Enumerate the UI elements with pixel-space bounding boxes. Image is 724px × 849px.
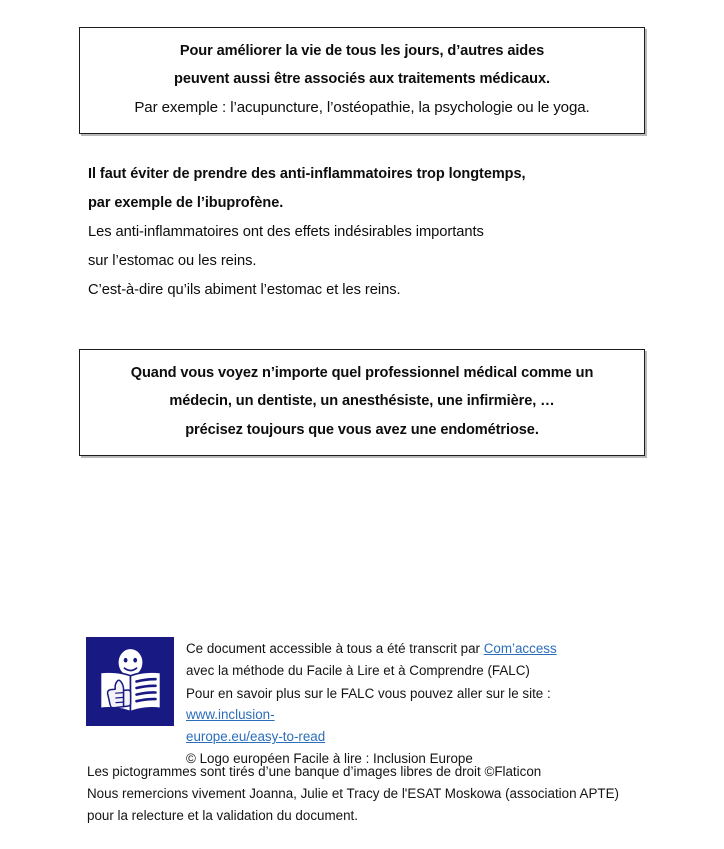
callout-aides-line-3: Par exemple : l’acupuncture, l’ostéopathie, la psychologie ou le yoga. (134, 98, 590, 116)
falc-credit-line-4 (186, 726, 634, 748)
anti-inflammatoires-line-4: sur l’estomac ou les reins. (88, 253, 257, 269)
easy-to-read-logo-icon (86, 637, 174, 726)
callout-aides-line-1: Pour améliorer la vie de tous les jours, d’autres aides (179, 43, 545, 59)
callout-professionnel-line-3: précisez toujours que vous avez une endométriose. (185, 421, 539, 438)
inclusion-europe-link-part-1[interactable]: www.inclusion- (186, 707, 275, 723)
anti-inflammatoires-line-3: Les anti-inflammatoires ont des effets indésirables importants (88, 224, 484, 240)
paragraph-anti-inflammatoires (88, 160, 648, 305)
falc-credit-text (186, 637, 634, 769)
inclusion-europe-link-part-2[interactable]: europe.eu/easy-to-read (186, 729, 326, 744)
credits-line-1: Les pictogrammes sont tirés d’une banque d’images libres de droit ©Flaticon (87, 764, 542, 779)
credits-line-3: pour la relecture et la validation du document. (87, 807, 358, 823)
anti-inflammatoires-line-5: C’est-à-dire qu’ils abiment l’estomac et les reins. (88, 282, 401, 298)
falc-footer (86, 637, 634, 769)
credits-block (87, 761, 667, 826)
credits-line-2: Nous remercions vivement Joanna, Julie et Tracy de l'ESAT Moskowa (association APTE) (87, 785, 619, 801)
anti-inflammatoires-line-2: par exemple de l’ibuprofène. (88, 195, 284, 211)
falc-credit-line-1 (186, 638, 634, 660)
callout-box-professionnel-medical (79, 349, 645, 456)
falc-logo-copyright-line: © Logo européen Facile à lire : Inclusion Europe (186, 750, 473, 766)
callout-box-autres-aides (79, 27, 645, 134)
callout-aides-line-2: peuvent aussi être associés aux traitements médicaux. (174, 71, 550, 88)
callout-professionnel-line-1: Quand vous voyez n’importe quel professionnel médical comme un (130, 365, 594, 381)
falc-credit-line-3-text: Pour en savoir plus sur le FALC vous pouvez aller sur le site : (186, 685, 551, 701)
anti-inflammatoires-line-1: Il faut éviter de prendre des anti-inflammatoires trop longtemps, (88, 166, 526, 182)
falc-credit-line-1-text: Ce document accessible à tous a été transcrit par (186, 641, 484, 656)
comaccess-link[interactable]: Com’access (483, 641, 557, 656)
falc-credit-line-3 (186, 683, 634, 726)
callout-professionnel-line-2: médecin, un dentiste, un anesthésiste, une infirmière, … (169, 393, 555, 410)
falc-credit-line-2: avec la méthode du Facile à Lire et à Comprendre (FALC) (186, 663, 530, 679)
